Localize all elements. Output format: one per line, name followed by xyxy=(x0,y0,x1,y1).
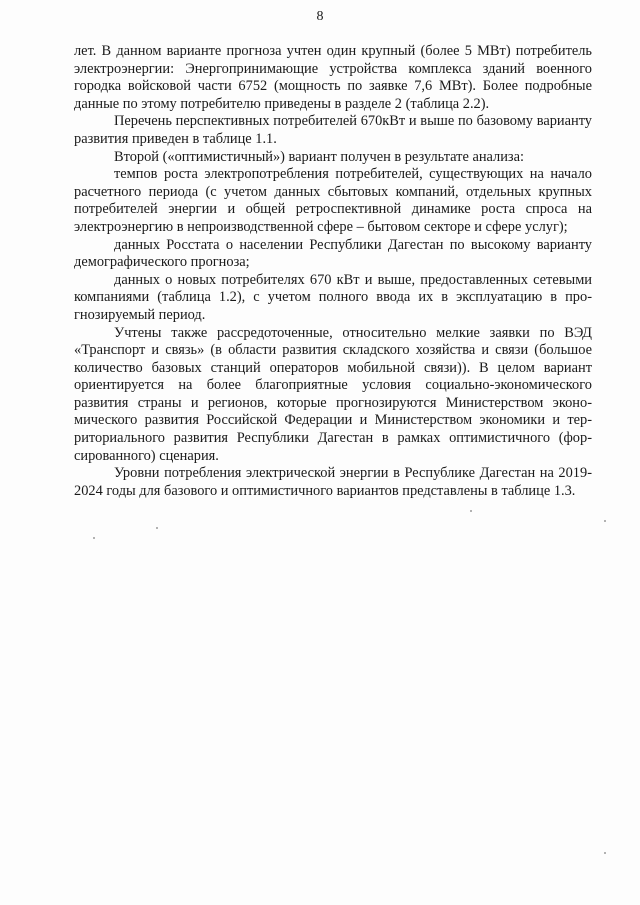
scan-speck xyxy=(93,537,95,539)
scan-speck xyxy=(604,520,606,522)
paragraph-2: Перечень перспективных потребителей 670кВт и выше по базовому варианту развития приведен в таблице 1.1. xyxy=(74,113,592,147)
paragraph-7: Учтены также рассредоточенные, относительно мелкие заявки по ВЭД «Транспорт и связь» (в области развития складского хозяйства и связи (большое количество базовых станций операторов мобильной связи)). В целом вариант ориентируется на более благоприятные условия социально-экономического развития страны и регионов, которые прогнозируются Министерством экономического развития Российской Федерации и Министерством экономики и территориального развития Республики Дагестан в рамках оптимистичного (форсированного) сценария. xyxy=(74,324,592,464)
page-number: 8 xyxy=(316,9,324,24)
paragraph-8: Уровни потребления электрической энергии в Республике Дагестан на 2019-2024 годы для базового и оптимистичного вариантов представлены в таблице 1.3. xyxy=(74,465,592,499)
paragraph-5: данных Росстата о населении Республики Дагестан по высокому варианту демографического прогноза; xyxy=(74,236,592,271)
paragraph-4: темпов роста электропотребления потребителей, существующих на начало расчетного периода (с учетом данных сбытовых компаний, отдельных крупных потребителей энергии и общей ретроспективной динамике роста спроса на электроэнергию в непроизводственной сфере – бытовом секторе и сфере услуг); xyxy=(74,166,592,235)
scan-speck xyxy=(156,527,158,529)
paragraph-3: Второй («оптимистичный») вариант получен в результате анализа: xyxy=(114,148,525,165)
paragraph-6: данных о новых потребителях 670 кВт и выше, предоставленных сетевыми компаниями (таблица 1.2), с учетом полного ввода их в эксплуатацию в прогнозируемый период. xyxy=(74,271,592,323)
body-text xyxy=(74,43,592,500)
scan-speck xyxy=(604,852,606,854)
scan-speck xyxy=(470,510,472,512)
paragraph-1: лет. В данном варианте прогноза учтен один крупный (более 5 МВт) потребитель электроэнергии: Энергопринимающие устройства комплекса зданий военного городка войсковой части 6752 (мощность по заявке 7,6 МВт). Более подробные данные по этому потребителю приведены в разделе 2 (таблица 2.2). xyxy=(74,43,592,112)
